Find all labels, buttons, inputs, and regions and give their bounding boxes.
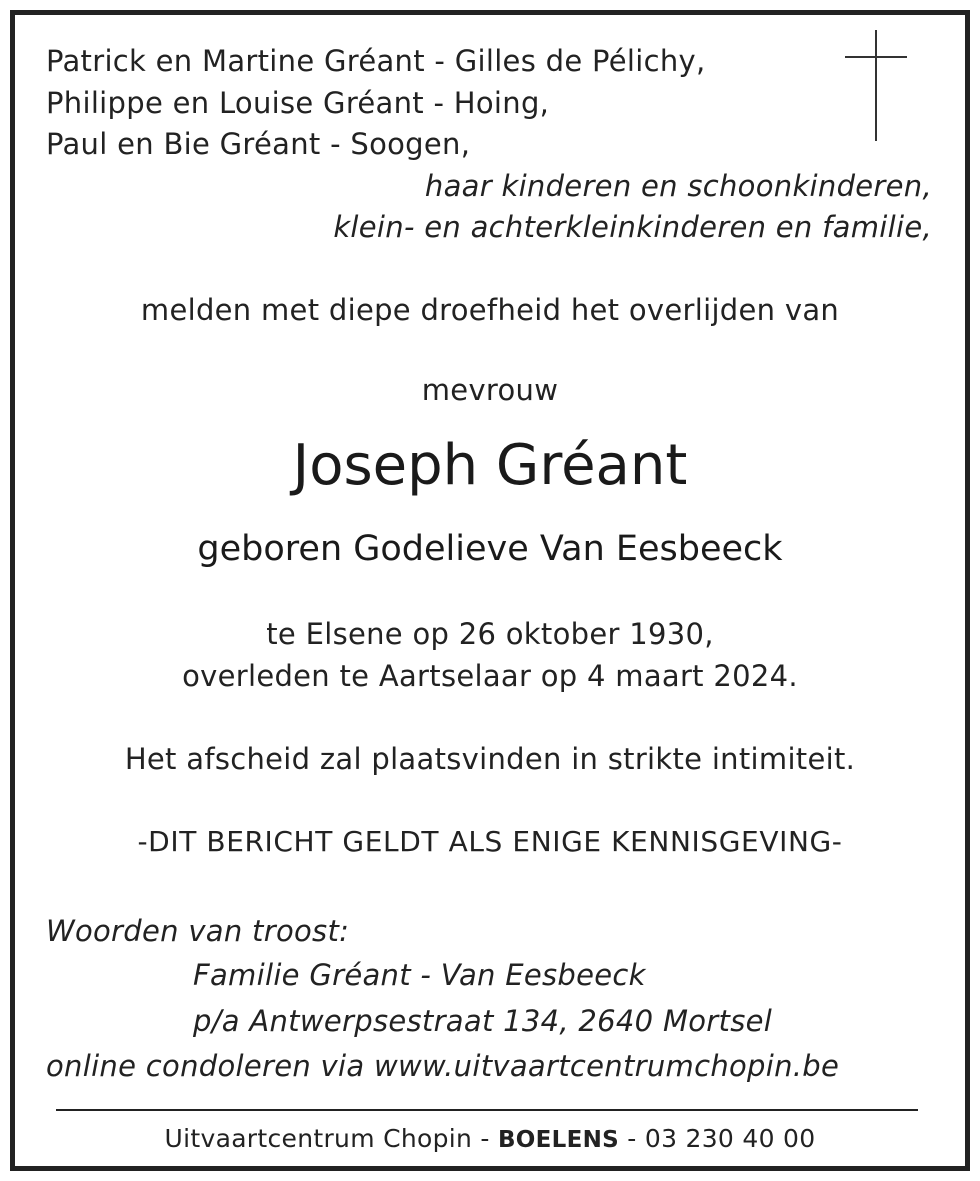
announcement: melden met diepe droefheid het overlijden van (140, 293, 840, 327)
farewell-line: Het afscheid zal plaatsvinden in strikte intimiteit. (124, 742, 856, 776)
condolence-online: online condoleren via www.uitvaartcentrumchopin.be (46, 1049, 840, 1083)
family-line-1: Patrick en Martine Gréant - Gilles de Pélichy, (46, 44, 706, 78)
relation-line-2: klein- en achterkleinkinderen en familie, (333, 210, 932, 244)
relation-line-1: haar kinderen en schoonkinderen, (424, 169, 932, 203)
born-name: geboren Godelieve Van Eesbeeck (197, 529, 783, 569)
title-mevrouw: mevrouw (421, 373, 559, 407)
death-line: overleden te Aartselaar op 4 maart 2024. (182, 659, 798, 693)
cross-icon (875, 30, 877, 141)
divider (56, 1109, 918, 1111)
condolence-address: p/a Antwerpsestraat 134, 2640 Mortsel (193, 1004, 773, 1038)
family-line-2: Philippe en Louise Gréant - Hoing, (46, 86, 550, 120)
footer-funeral-home: Uitvaartcentrum Chopin - (164, 1124, 498, 1153)
notice-line: -DIT BERICHT GELDT ALS ENIGE KENNISGEVING- (137, 825, 843, 858)
deceased-name: Joseph Gréant (292, 433, 688, 498)
cross-icon-bar (845, 56, 907, 58)
footer-phone: - 03 230 40 00 (619, 1124, 816, 1153)
birth-line: te Elsene op 26 oktober 1930, (266, 617, 714, 651)
family-line-3: Paul en Bie Gréant - Soogen, (46, 127, 471, 161)
footer-brand: BOELENS (497, 1127, 620, 1153)
condolence-family: Familie Gréant - Van Eesbeeck (193, 958, 646, 992)
condolence-heading: Woorden van troost: (46, 914, 350, 948)
footer (0, 1124, 980, 1153)
